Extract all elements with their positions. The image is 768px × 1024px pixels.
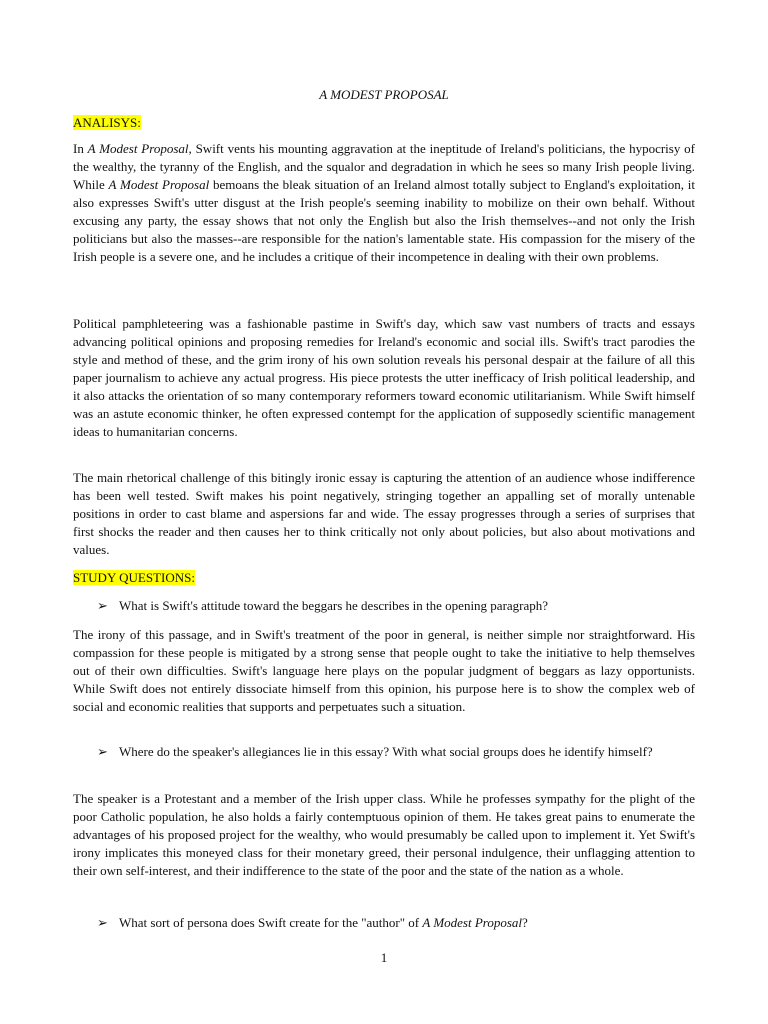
study-questions-heading-label: STUDY QUESTIONS: — [73, 570, 195, 585]
q3-work-title: A Modest Proposal — [422, 915, 523, 930]
analysis-paragraph-2: Political pamphleteering was a fashionable pastime in Swift's day, which saw vast numbers of tracts and essays advancing political opinions and proposing remedies for Ireland's economic and social ills. Swift's tract parodies the style and method of these, and the grim irony of his own solution reveals his personal despair at the failure of all this paper journalism to achieve any actual progress. His piece protests the utter inefficacy of Irish political leadership, and it also attacks the orientation of so many contemporary reformers toward economic utilitarianism. While Swift himself was an astute economic thinker, he often expressed contempt for the application of supposedly scientific management ideas to humanitarian concerns. — [73, 316, 695, 439]
p1-work-title-2: A Modest Proposal — [108, 177, 210, 192]
question-3-text — [119, 914, 695, 932]
arrow-bullet-icon: ➢ — [97, 598, 108, 613]
analysis-paragraph-1 — [73, 140, 695, 266]
p1-part-a: Swift vents his mounting aggravation at the ineptitude of Ireland's politicians, the hypocrisy of the wealthy, the tyranny of the English, and the squalor and degradation in which he sees so many Irish people living. While — [73, 141, 695, 192]
page-number: 1 — [380, 950, 388, 965]
answer-2: The speaker is a Protestant and a member of the Irish upper class. While he professes sympathy for the plight of the poor Catholic population, he also holds a fairly contemptuous opinion of them. He takes great pains to enumerate the advantages of his proposed project for the wealthy, who would presumably be called upon to implement it. Yet Swift's irony implicates this moneyed class for their monetary greed, their personal indulgence, their unflagging attention to their own self-interest, and their indifference to the state of the poor and the state of the nation as a whole. — [73, 791, 695, 878]
p1-work-title-1: A Modest Proposal, — [87, 141, 192, 156]
study-questions-heading — [73, 569, 195, 587]
question-1 — [97, 597, 695, 615]
q3-part-b: ? — [522, 915, 528, 930]
arrow-bullet-icon: ➢ — [97, 915, 108, 930]
analysis-paragraph-3: The main rhetorical challenge of this bitingly ironic essay is capturing the attention of an audience whose indifference has been well tested. Swift makes his point negatively, stringing together an appalling set of morally untenable positions in order to cast blame and aspersions far and wide. The essay progresses through a series of surprises that first shocks the reader and then causes her to think critically not only about policies, but also about motivations and values. — [73, 470, 695, 557]
question-3 — [97, 914, 695, 932]
arrow-bullet-icon: ➢ — [97, 744, 108, 759]
document-title: A MODEST PROPOSAL — [319, 87, 449, 102]
p1-in: In — [73, 141, 88, 156]
analysis-heading — [73, 114, 141, 132]
p1-part-b: bemoans the bleak situation of an Ireland almost totally subject to England's exploitation, it also expresses Swift's utter disgust at the Irish people's seeming inability to mobilize on their own behalf. Without excusing any party, the essay shows that not only the English but also the Irish themselves--and not only the Irish politicians but also the masses--are responsible for the nation's lamentable state. His compassion for the misery of the Irish people is a severe one, and he includes a critique of their incompetence in dealing with their own problems. — [73, 177, 695, 264]
question-2 — [97, 743, 695, 761]
answer-1: The irony of this passage, and in Swift's treatment of the poor in general, is neither simple nor straightforward. His compassion for these people is mitigated by a strong sense that people ought to take the initiative to help themselves out of their own difficulties. Swift's language here plays on the popular judgment of beggars as lazy opportunists. While Swift does not entirely dissociate himself from this opinion, his purpose here is to show the complex web of social and economic realities that supports and perpetuates such a situation. — [73, 627, 695, 714]
question-2-text: Where do the speaker's allegiances lie in this essay? With what social groups does he identify himself? — [119, 744, 653, 759]
question-1-text: What is Swift's attitude toward the beggars he describes in the opening paragraph? — [119, 598, 549, 613]
q3-part-a: What sort of persona does Swift create for the "author" of — [119, 915, 423, 930]
analysis-heading-label: ANALISYS: — [73, 115, 141, 130]
